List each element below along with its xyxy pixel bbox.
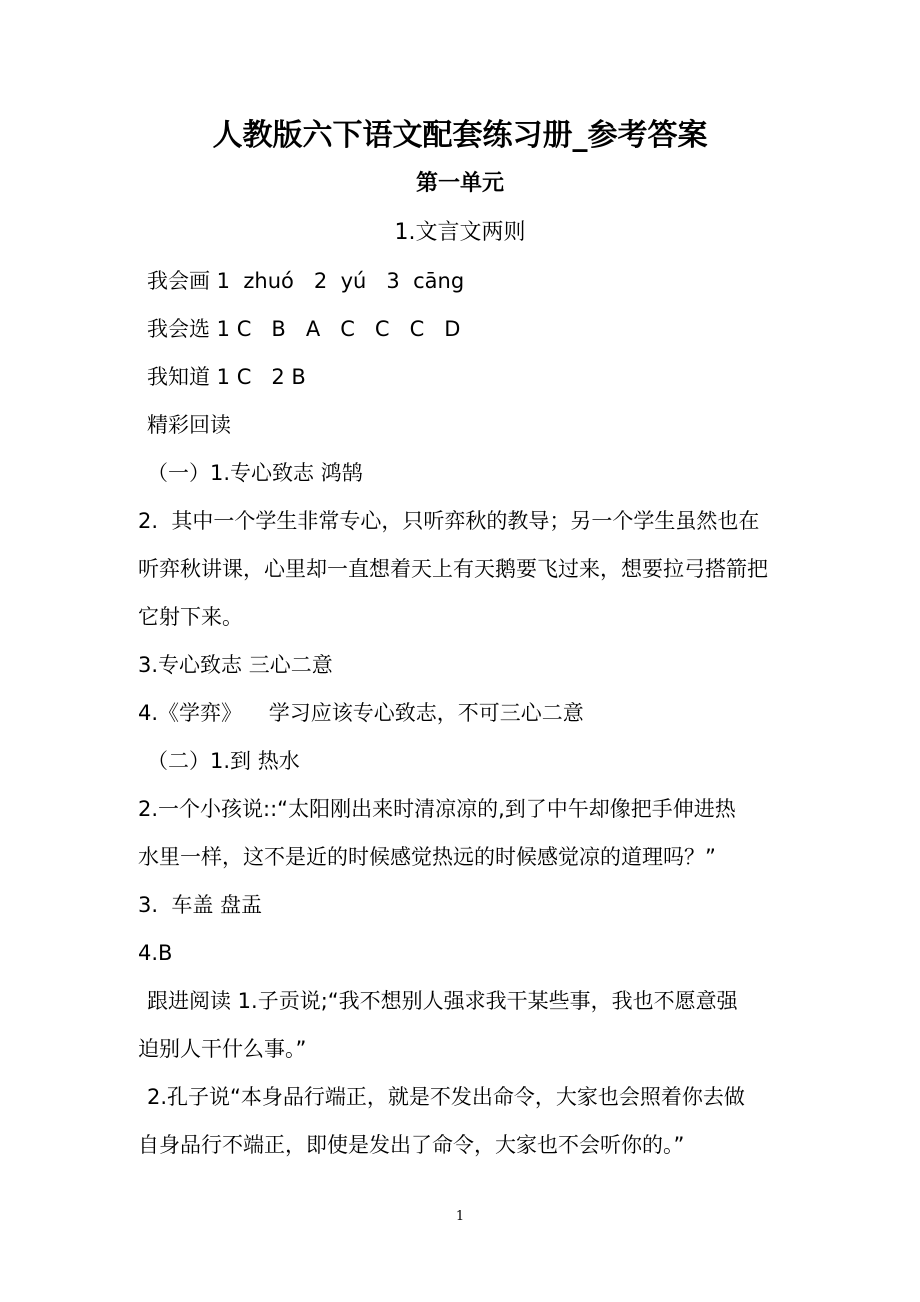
answer-line: 跟进阅读 1.子贡说;“我不想别人强求我干某些事，我也不愿意强 bbox=[147, 989, 738, 1013]
answer-line: 我会选 1 C B A C C C D bbox=[147, 317, 461, 341]
answer-line: 3.专心致志 三心二意 bbox=[138, 653, 333, 677]
answer-line: 4.《学弈》 学习应该专心致志，不可三心二意 bbox=[138, 701, 584, 725]
answer-line: （二）1.到 热水 bbox=[147, 749, 300, 773]
answer-line: 我知道 1 C 2 B bbox=[147, 365, 306, 389]
answer-line: 听弈秋讲课，心里却一直想着天上有天鹅要飞过来，想要拉弓搭箭把 bbox=[138, 557, 768, 581]
answer-line: （一）1.专心致志 鸿鹄 bbox=[147, 461, 363, 485]
lesson-heading: 1.文言文两则 bbox=[394, 220, 526, 245]
answer-line: 3. 车盖 盘盂 bbox=[138, 893, 263, 917]
unit-heading: 第一单元 bbox=[415, 171, 504, 196]
answer-line: 4.B bbox=[138, 941, 173, 965]
answer-line: 自身品行不端正，即使是发出了命令，大家也不会听你的。” bbox=[138, 1133, 685, 1157]
page-number: 1 bbox=[455, 1209, 465, 1224]
answer-line: 它射下来。 bbox=[138, 605, 243, 629]
section-heading: 精彩回读 bbox=[147, 413, 231, 437]
answer-line: 迫别人干什么事。” bbox=[138, 1037, 307, 1061]
answer-line: 2.孔子说“本身品行端正，就是不发出命令，大家也会照着你去做 bbox=[147, 1085, 745, 1109]
answer-line: 2.一个小孩说::“太阳刚出来时清凉凉的,到了中午却像把手伸进热 bbox=[138, 797, 736, 821]
answer-line: 我会画 1 zhuó 2 yú 3 cāng bbox=[147, 269, 465, 293]
answer-line: 水里一样，这不是近的时候感觉热远的时候感觉凉的道理吗？” bbox=[138, 845, 716, 869]
answer-line: 2. 其中一个学生非常专心，只听弈秋的教导；另一个学生虽然也在 bbox=[138, 509, 760, 533]
document-title: 人教版六下语文配套练习册_参考答案 bbox=[212, 118, 708, 153]
